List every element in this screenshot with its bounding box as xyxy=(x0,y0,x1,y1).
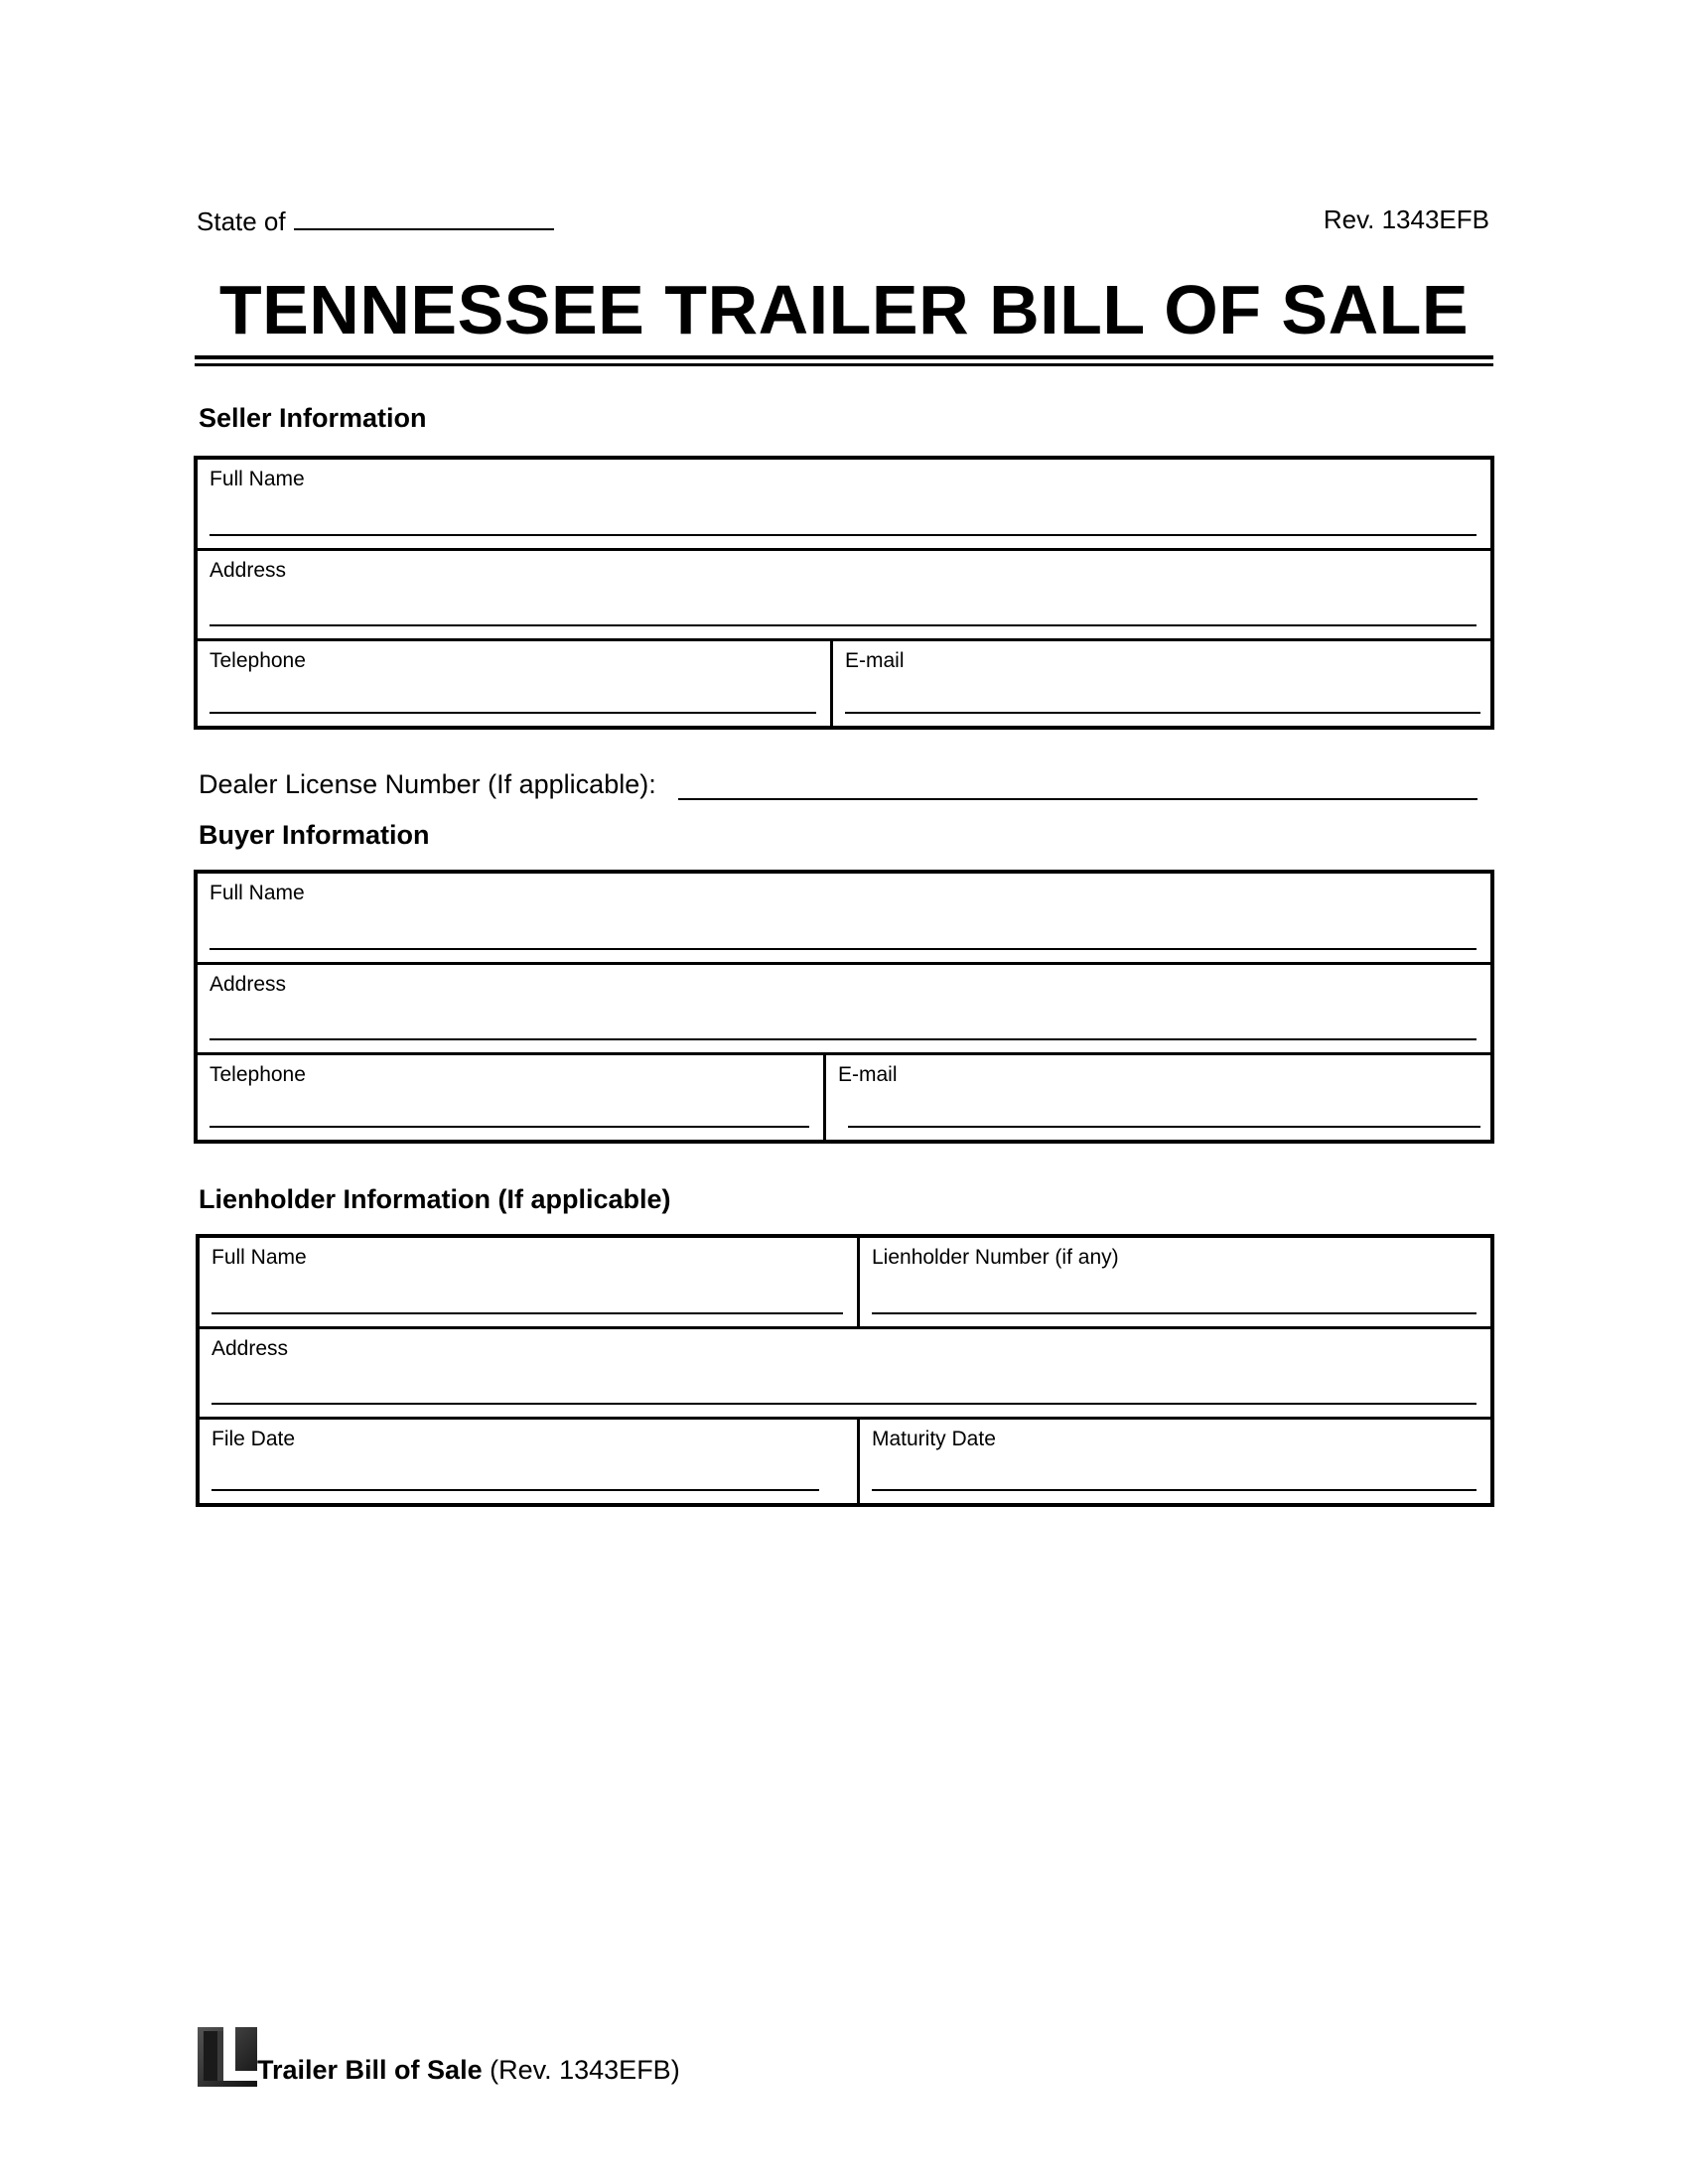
lienholder-full-name-line[interactable] xyxy=(211,1312,843,1314)
lienholder-number-field[interactable] xyxy=(857,1238,1490,1326)
dealer-license-field xyxy=(199,769,656,800)
buyer-email-line[interactable] xyxy=(848,1126,1480,1128)
buyer-email-label: E-mail xyxy=(838,1063,898,1086)
state-of-label: State of xyxy=(197,206,286,236)
lienholder-file-date-line[interactable] xyxy=(211,1489,819,1491)
buyer-contact-row xyxy=(198,1052,1490,1140)
lienholder-address-label: Address xyxy=(211,1337,289,1360)
lienholder-section-heading: Lienholder Information (If applicable) xyxy=(199,1184,671,1214)
seller-full-name-field[interactable] xyxy=(198,460,1490,548)
buyer-address-line[interactable] xyxy=(210,1038,1477,1040)
seller-address-field[interactable] xyxy=(198,551,1490,638)
dealer-license-blank[interactable] xyxy=(678,798,1477,800)
seller-info-box xyxy=(194,456,1494,730)
buyer-info-box xyxy=(194,870,1494,1144)
lienholder-full-name-label: Full Name xyxy=(211,1246,307,1269)
seller-address-line[interactable] xyxy=(210,624,1477,626)
seller-telephone-line[interactable] xyxy=(210,712,816,714)
lienholder-maturity-date-field[interactable] xyxy=(857,1420,1490,1503)
revision-label: Rev. 1343EFB xyxy=(1323,205,1489,234)
footer-revision: (Rev. 1343EFB) xyxy=(490,2055,680,2085)
buyer-section-heading: Buyer Information xyxy=(199,820,430,850)
lienholder-maturity-date-label: Maturity Date xyxy=(872,1428,996,1450)
lienholder-number-line[interactable] xyxy=(872,1312,1477,1314)
buyer-address-row xyxy=(198,962,1490,1052)
buyer-full-name-row xyxy=(198,874,1490,962)
lienholder-address-line[interactable] xyxy=(211,1403,1477,1405)
legal-templates-logo-icon xyxy=(198,2027,257,2089)
buyer-address-label: Address xyxy=(210,973,287,996)
buyer-full-name-line[interactable] xyxy=(210,948,1477,950)
seller-address-row xyxy=(198,548,1490,638)
lienholder-address-field[interactable] xyxy=(200,1329,1490,1417)
seller-telephone-label: Telephone xyxy=(210,649,306,672)
seller-section-heading: Seller Information xyxy=(199,403,427,433)
footer-document-name: Trailer Bill of Sale xyxy=(257,2055,483,2085)
lienholder-name-row xyxy=(200,1238,1490,1326)
seller-email-line[interactable] xyxy=(845,712,1480,714)
state-of-blank[interactable] xyxy=(294,203,554,230)
seller-contact-row xyxy=(198,638,1490,726)
seller-full-name-line[interactable] xyxy=(210,534,1477,536)
seller-telephone-field[interactable] xyxy=(198,641,830,726)
footer-text xyxy=(257,2055,680,2086)
lienholder-full-name-field[interactable] xyxy=(200,1238,857,1326)
buyer-telephone-field[interactable] xyxy=(198,1055,823,1140)
buyer-full-name-label: Full Name xyxy=(210,882,305,904)
buyer-telephone-label: Telephone xyxy=(210,1063,306,1086)
seller-email-field[interactable] xyxy=(830,641,1490,726)
seller-address-label: Address xyxy=(210,559,287,582)
lienholder-dates-row xyxy=(200,1417,1490,1503)
title-divider xyxy=(195,355,1493,359)
buyer-telephone-line[interactable] xyxy=(210,1126,809,1128)
title-divider-secondary xyxy=(195,363,1493,366)
buyer-address-field[interactable] xyxy=(198,965,1490,1052)
lienholder-file-date-label: File Date xyxy=(211,1428,296,1450)
document-title: TENNESSEE TRAILER BILL OF SALE xyxy=(218,271,1470,348)
lienholder-file-date-field[interactable] xyxy=(200,1420,857,1503)
seller-full-name-label: Full Name xyxy=(210,468,305,490)
buyer-email-field[interactable] xyxy=(823,1055,1490,1140)
buyer-full-name-field[interactable] xyxy=(198,874,1490,962)
lienholder-address-row xyxy=(200,1326,1490,1417)
lienholder-info-box xyxy=(196,1234,1494,1507)
lienholder-number-label: Lienholder Number (if any) xyxy=(872,1246,1119,1269)
seller-full-name-row xyxy=(198,460,1490,548)
seller-email-label: E-mail xyxy=(845,649,905,672)
dealer-license-label: Dealer License Number (If applicable): xyxy=(199,769,656,799)
lienholder-maturity-date-line[interactable] xyxy=(872,1489,1477,1491)
state-of-field xyxy=(197,203,554,237)
